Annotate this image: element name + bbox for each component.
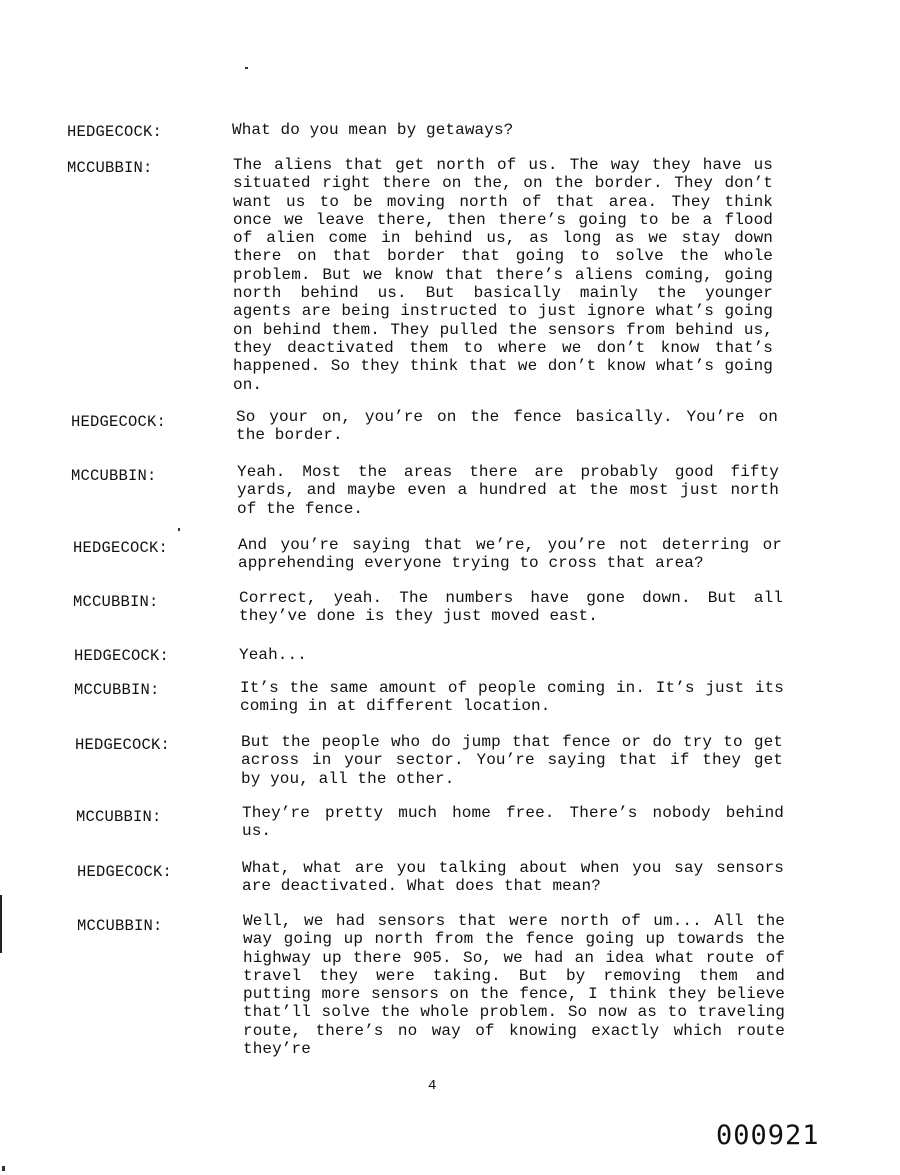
speaker-label: HEDGECOCK: — [67, 123, 163, 141]
speech-text: What, what are you talking about when you say sensors are deactivated. What does that mean? — [242, 859, 784, 896]
speech-text: Correct, yeah. The numbers have gone down. But all they’ve done is they just moved east. — [239, 589, 783, 626]
speaker-label: HEDGECOCK: — [75, 736, 171, 754]
speaker-label: MCCUBBIN: — [71, 467, 157, 485]
speaker-label: HEDGECOCK: — [71, 413, 167, 431]
speaker-label: MCCUBBIN: — [67, 159, 153, 177]
speaker-label: HEDGECOCK: — [77, 863, 173, 881]
scan-speck — [2, 1166, 5, 1171]
scan-speck — [245, 67, 248, 69]
speech-text: It’s the same amount of people coming in. It’s just its coming in at different location. — [240, 679, 784, 716]
page-number: 4 — [428, 1078, 437, 1094]
speaker-label: MCCUBBIN: — [74, 681, 160, 699]
speech-text: So your on, you’re on the fence basically. You’re on the border. — [236, 408, 778, 445]
scan-edge-mark — [0, 895, 2, 953]
speech-text: Yeah. Most the areas there are probably good fifty yards, and maybe even a hundred at the most just north of the fence. — [237, 463, 779, 518]
speech-text: Yeah... — [239, 646, 307, 664]
speaker-label: MCCUBBIN: — [76, 808, 162, 826]
speaker-label: HEDGECOCK: — [73, 539, 169, 557]
speech-text: What do you mean by getaways? — [232, 121, 514, 139]
speech-text: They’re pretty much home free. There’s nobody behind us. — [242, 804, 784, 841]
speech-text: And you’re saying that we’re, you’re not deterring or apprehending everyone trying to cross that area? — [238, 536, 782, 573]
speaker-label: MCCUBBIN: — [77, 917, 163, 935]
speaker-label: MCCUBBIN: — [73, 593, 159, 611]
scan-speck — [178, 528, 180, 531]
speech-text: But the people who do jump that fence or do try to get across in your sector. You’re saying that if they get by you, all the other. — [241, 733, 783, 788]
bates-number: 000921 — [716, 1120, 820, 1151]
speech-text: The aliens that get north of us. The way they have us situated right there on the, on the border. They don’t want us to be moving north of that area. They think once we leave there, then there’s going to be a flood of alien come in behind us, as long as we stay down there on that border that going to solve the whole problem. But we know that there’s aliens coming, going north behind us. But basically mainly the younger agents are being instructed to just ignore what’s going on behind them. They pulled the sensors from behind us, they deactivated them to where we don’t know that’s happened. So they think that we don’t know what’s going on. — [233, 156, 773, 394]
speech-text: Well, we had sensors that were north of um... All the way going up north from the fence going up towards the highway up there 905. So, we had an idea what route of travel they were taking. But by removing them and putting more sensors on the fence, I think they believe that’ll solve the whole problem. So now as to traveling route, there’s no way of knowing exactly which route they’re — [243, 912, 785, 1059]
speaker-label: HEDGECOCK: — [74, 647, 170, 665]
